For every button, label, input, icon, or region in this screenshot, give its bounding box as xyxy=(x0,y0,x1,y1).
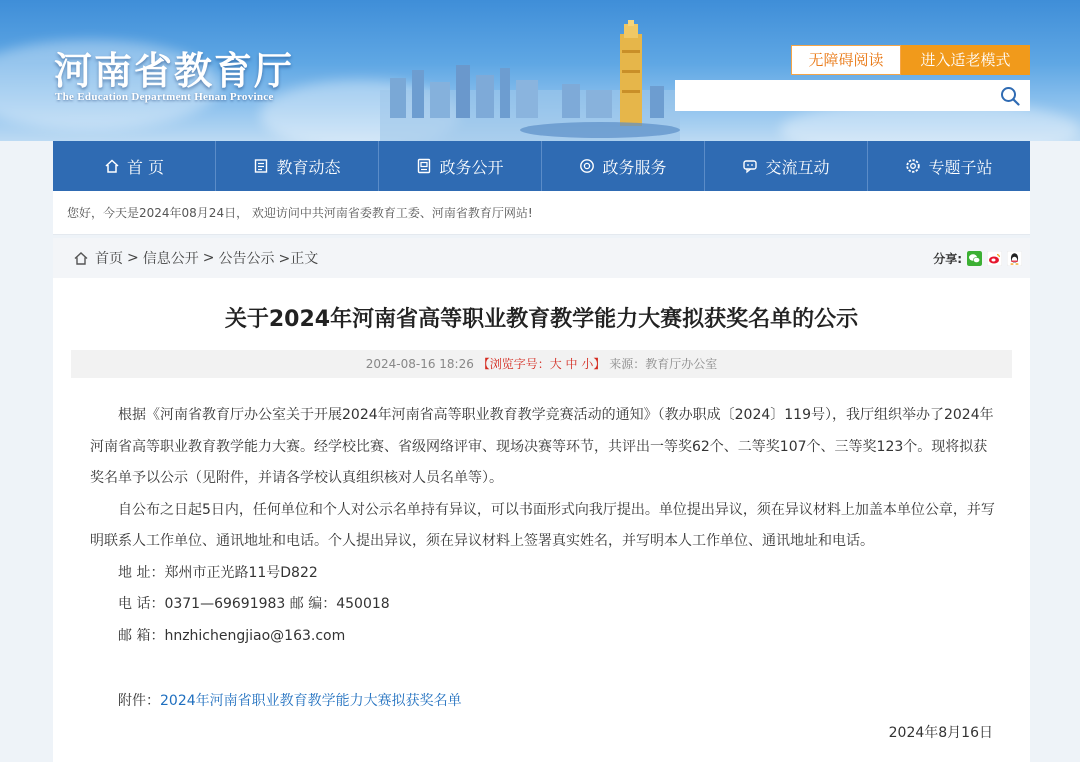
font-small-button[interactable]: 小 xyxy=(581,357,594,371)
breadcrumb-announcements[interactable]: 公告公示 xyxy=(218,251,275,267)
breadcrumb-row xyxy=(53,238,1030,278)
nav-item-label: 政务服务 xyxy=(602,157,667,177)
main-nav xyxy=(53,141,1030,191)
nav-item-label: 政务公开 xyxy=(439,157,504,177)
breadcrumb-separator: > xyxy=(127,250,139,266)
contact-email: 邮 箱：hnzhichengjiao@163.com xyxy=(118,627,346,644)
font-large-button[interactable]: 大 xyxy=(549,357,562,371)
article-source: 来源：教育厅办公室 xyxy=(609,357,718,371)
home-icon xyxy=(104,158,120,174)
breadcrumb-current: >正文 xyxy=(278,251,319,267)
service-icon xyxy=(579,158,595,174)
contact-address: 地 址：郑州市正光路11号D822 xyxy=(118,564,318,581)
document-icon xyxy=(416,158,432,174)
site-title: 河南省教育厅 xyxy=(54,48,295,93)
site-subtitle: The Education Department Henan Province xyxy=(55,91,274,103)
city-skyline-image xyxy=(380,20,680,141)
qq-icon[interactable] xyxy=(1007,251,1022,266)
share-label: 分享: xyxy=(933,251,962,266)
article-body xyxy=(90,400,995,652)
font-size-label-close: 】 xyxy=(593,357,606,371)
accessibility-button[interactable]: 无障碍阅读 xyxy=(791,45,901,75)
article-meta xyxy=(71,350,1012,378)
share-bar xyxy=(933,238,1022,278)
nav-item-topics[interactable] xyxy=(868,141,1030,191)
nav-item-label: 专题子站 xyxy=(928,157,993,177)
font-medium-button[interactable]: 中 xyxy=(565,357,578,371)
attachment-label: 附件： xyxy=(118,693,160,709)
font-size-control xyxy=(478,357,606,371)
nav-item-news[interactable] xyxy=(216,141,379,191)
attachment-link[interactable]: 2024年河南省职业教育教学能力大赛拟获奖名单 xyxy=(160,693,462,709)
nav-item-label: 交流互动 xyxy=(765,157,830,177)
article-title: 关于2024年河南省高等职业教育教学能力大赛拟获奖名单的公示 xyxy=(224,307,859,332)
welcome-bar: 您好，今天是2024年08月24日， 欢迎访问中共河南省委教育工委、河南省教育厅网站! xyxy=(53,191,1030,235)
elder-mode-button[interactable]: 进入适老模式 xyxy=(901,45,1030,75)
breadcrumb xyxy=(73,238,318,278)
publish-datetime: 2024-08-16 18:26 xyxy=(365,357,474,371)
gear-icon xyxy=(905,158,921,174)
weibo-icon[interactable] xyxy=(987,251,1002,266)
contact-phone: 电 话：0371—69691983 邮 编：450018 xyxy=(118,596,390,612)
article-date-sign: 2024年8月16日 xyxy=(888,725,993,741)
chat-icon xyxy=(742,158,758,174)
breadcrumb-info-open[interactable]: 信息公开 xyxy=(142,251,199,267)
search-input[interactable] xyxy=(675,80,985,111)
news-icon xyxy=(253,158,269,174)
nav-item-home[interactable] xyxy=(53,141,216,191)
search-box xyxy=(675,80,1030,111)
article-paragraph: 自公布之日起5日内，任何单位和个人对公示名单持有异议，可以书面形式向我厅提出。单位提出异议，须在异议材料上加盖本单位公章，并写明联系人工作单位、通讯地址和电话。个人提出异议，须在异议材料上签署真实姓名，并写明本人工作单位、通讯地址和电话。 xyxy=(90,501,995,549)
nav-item-gov-service[interactable] xyxy=(542,141,705,191)
attachment xyxy=(118,690,462,710)
home-icon xyxy=(73,250,89,266)
header-banner xyxy=(0,0,1080,141)
wechat-icon[interactable] xyxy=(967,251,982,266)
nav-item-label: 首 页 xyxy=(126,157,165,177)
article-card xyxy=(53,238,1030,762)
nav-item-gov-open[interactable] xyxy=(379,141,542,191)
article-paragraph: 根据《河南省教育厅办公室关于开展2024年河南省高等职业教育教学竞赛活动的通知》（教办职成〔2024〕119号），我厅组织举办了2024年河南省高等职业教育教学能力大赛。经学校比赛、省级网络评审、现场决赛等环节，共评出一等奖62个、二等奖107个、三等奖123个。现将拟获奖名单予以公示（见附件，并请各学校认真组织核对人员名单等）。 xyxy=(90,407,994,486)
nav-item-interaction[interactable] xyxy=(705,141,868,191)
search-icon[interactable] xyxy=(1000,86,1020,106)
breadcrumb-separator: > xyxy=(202,250,215,266)
font-size-label: 【浏览字号： xyxy=(477,357,550,371)
breadcrumb-home[interactable]: 首页 xyxy=(95,251,123,267)
nav-item-label: 教育动态 xyxy=(276,157,341,177)
